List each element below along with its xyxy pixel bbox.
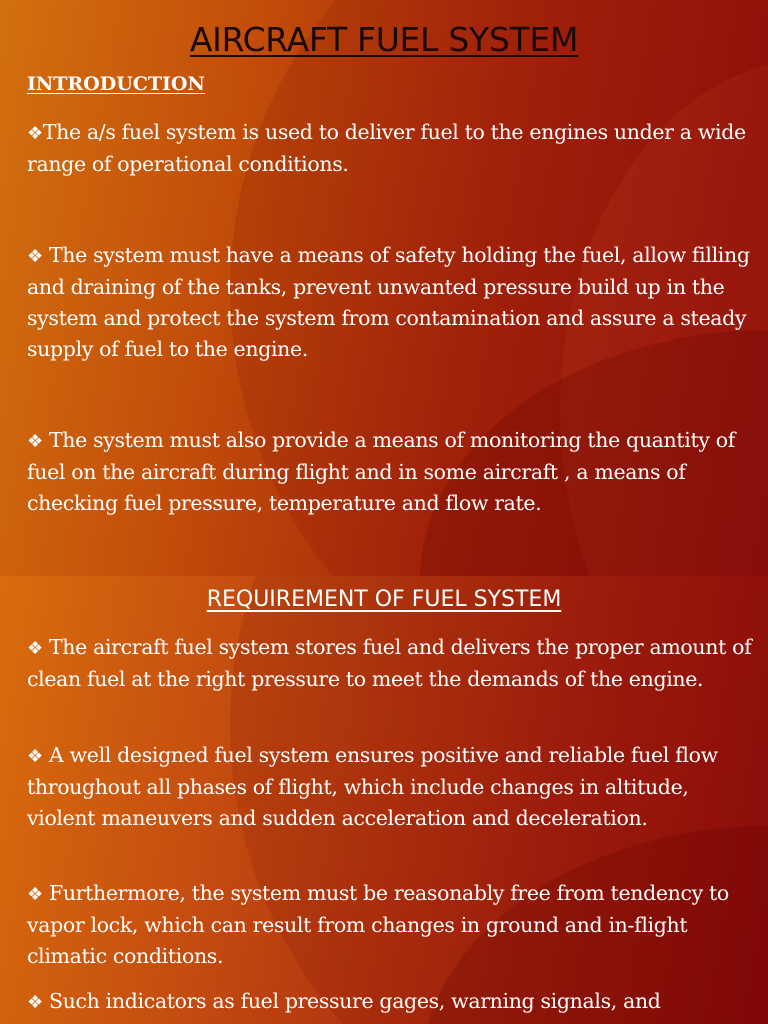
- intro-paragraph-1: [27, 117, 752, 180]
- paragraph-text: The system must have a means of safety holding the fuel, allow filling and draining of the tanks, prevent unwanted pressure build up in the system and protect the system from contamination and assure a steady supply of fuel to the engine.: [27, 243, 750, 361]
- diamond-bullet-icon: ❖: [27, 246, 43, 267]
- paragraph-text: A well designed fuel system ensures positive and reliable fuel flow throughout all phases of flight, which include changes in altitude, violent maneuvers and sudden acceleration and deceleration.: [27, 743, 718, 830]
- requirement-paragraph-1: [27, 632, 752, 695]
- requirement-paragraph-3: [27, 878, 752, 972]
- diamond-bullet-icon: ❖: [27, 992, 43, 1013]
- paragraph-text: The a/s fuel system is used to deliver fuel to the engines under a wide range of operational conditions.: [27, 120, 746, 176]
- requirements-heading: REQUIREMENT OF FUEL SYSTEM: [206, 587, 562, 612]
- paragraph-text: Such indicators as fuel pressure gages, warning signals, and: [42, 989, 661, 1013]
- diamond-bullet-icon: ❖: [27, 884, 43, 905]
- diamond-bullet-icon: ❖: [27, 638, 43, 659]
- introduction-label: INTRODUCTION: [27, 73, 205, 95]
- page-title: AIRCRAFT FUEL SYSTEM: [189, 20, 579, 59]
- intro-paragraph-2: [27, 240, 752, 365]
- diamond-bullet-icon: ❖: [27, 746, 43, 767]
- diamond-bullet-icon: ❖: [27, 123, 43, 144]
- paragraph-text: The aircraft fuel system stores fuel and delivers the proper amount of clean fuel at the right pressure to meet the demands of the engine.: [27, 635, 752, 691]
- requirement-paragraph-4: [27, 986, 752, 1018]
- requirement-paragraph-2: [27, 740, 752, 834]
- paragraph-text: Furthermore, the system must be reasonably free from tendency to vapor lock, which can result from changes in ground and in-flight climatic conditions.: [27, 881, 729, 968]
- intro-paragraph-3: [27, 425, 752, 519]
- diamond-bullet-icon: ❖: [27, 431, 43, 452]
- paragraph-text: The system must also provide a means of monitoring the quantity of fuel on the aircraft during flight and in some aircraft , a means of checking fuel pressure, temperature and flow rate.: [27, 428, 736, 515]
